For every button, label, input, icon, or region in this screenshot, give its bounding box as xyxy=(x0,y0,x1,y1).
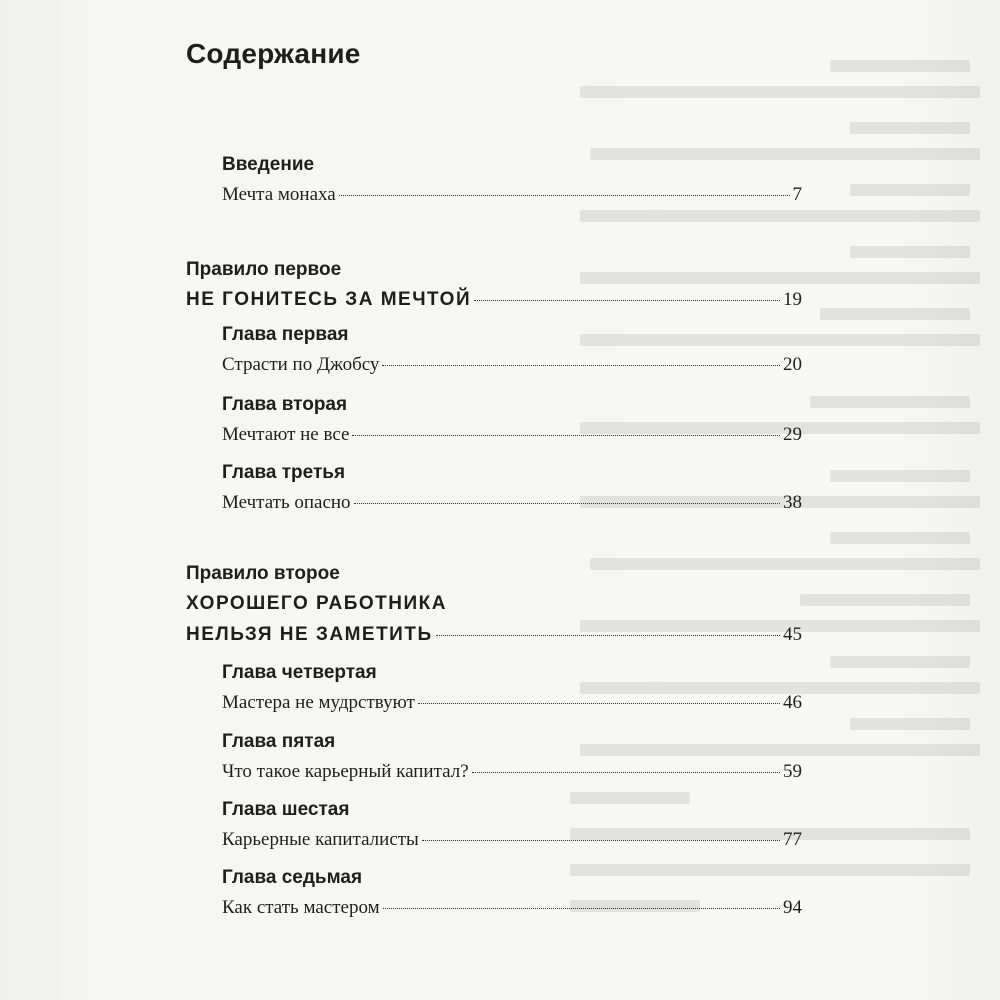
chapter-7-heading: Глава седьмая xyxy=(222,867,363,888)
dot-leader xyxy=(418,703,780,704)
toc-entry-chapter-6[interactable] xyxy=(222,827,802,853)
dot-leader xyxy=(436,635,780,636)
entry-title: НЕ ГОНИТЕСЬ ЗА МЕЧТОЙ xyxy=(186,289,472,310)
chapter-1-heading: Глава первая xyxy=(222,324,349,345)
toc-entry-chapter-5[interactable] xyxy=(222,759,802,785)
page-number: 29 xyxy=(783,424,802,445)
dot-leader xyxy=(352,435,780,436)
toc-entry-chapter-3[interactable] xyxy=(222,490,802,516)
chapter-4-heading: Глава четвертая xyxy=(222,662,377,683)
toc-entry-chapter-1[interactable] xyxy=(222,352,802,378)
intro-heading: Введение xyxy=(222,154,315,175)
dot-leader xyxy=(422,840,780,841)
entry-title: Что такое карьерный капитал? xyxy=(222,761,469,782)
dot-leader xyxy=(474,300,780,301)
dot-leader xyxy=(354,503,780,504)
toc-entry-intro[interactable] xyxy=(222,182,802,208)
page-number: 38 xyxy=(783,492,802,513)
contents-title: Содержание xyxy=(186,38,361,69)
rule1-heading: Правило первое xyxy=(186,259,342,280)
entry-title: Мечта монаха xyxy=(222,184,336,205)
page-number: 7 xyxy=(792,184,802,205)
entry-title: Карьерные капиталисты xyxy=(222,829,419,850)
entry-title: Как стать мастером xyxy=(222,897,380,918)
dot-leader xyxy=(382,365,780,366)
chapter-2-heading: Глава вторая xyxy=(222,394,348,415)
toc-entry-chapter-2[interactable] xyxy=(222,422,802,448)
entry-title: НЕЛЬЗЯ НЕ ЗАМЕТИТЬ xyxy=(186,624,433,645)
page-number: 45 xyxy=(783,624,802,645)
chapter-6-heading: Глава шестая xyxy=(222,799,350,820)
toc-entry-rule1[interactable] xyxy=(186,287,802,313)
dot-leader xyxy=(472,772,780,773)
chapter-5-heading: Глава пятая xyxy=(222,731,336,752)
entry-title: Страсти по Джобсу xyxy=(222,354,380,375)
entry-title: Мастера не мудрствуют xyxy=(222,692,415,713)
toc-entry-chapter-4[interactable] xyxy=(222,690,802,716)
dot-leader xyxy=(339,195,790,196)
dot-leader xyxy=(383,908,780,909)
page-number: 20 xyxy=(783,354,802,375)
rule2-heading: Правило второе xyxy=(186,563,340,584)
toc-entry-chapter-7[interactable] xyxy=(222,895,802,921)
entry-title: Мечтать опасно xyxy=(222,492,351,513)
toc-entry-rule2[interactable] xyxy=(186,622,802,648)
page-number: 59 xyxy=(783,761,802,782)
entry-title: Мечтают не все xyxy=(222,424,350,445)
rule2-subtitle-line1: ХОРОШЕГО РАБОТНИКА xyxy=(186,593,447,614)
page-number: 94 xyxy=(783,897,802,918)
page-number: 46 xyxy=(783,692,802,713)
chapter-3-heading: Глава третья xyxy=(222,462,346,483)
page-number: 19 xyxy=(783,289,802,310)
page-number: 77 xyxy=(783,829,802,850)
